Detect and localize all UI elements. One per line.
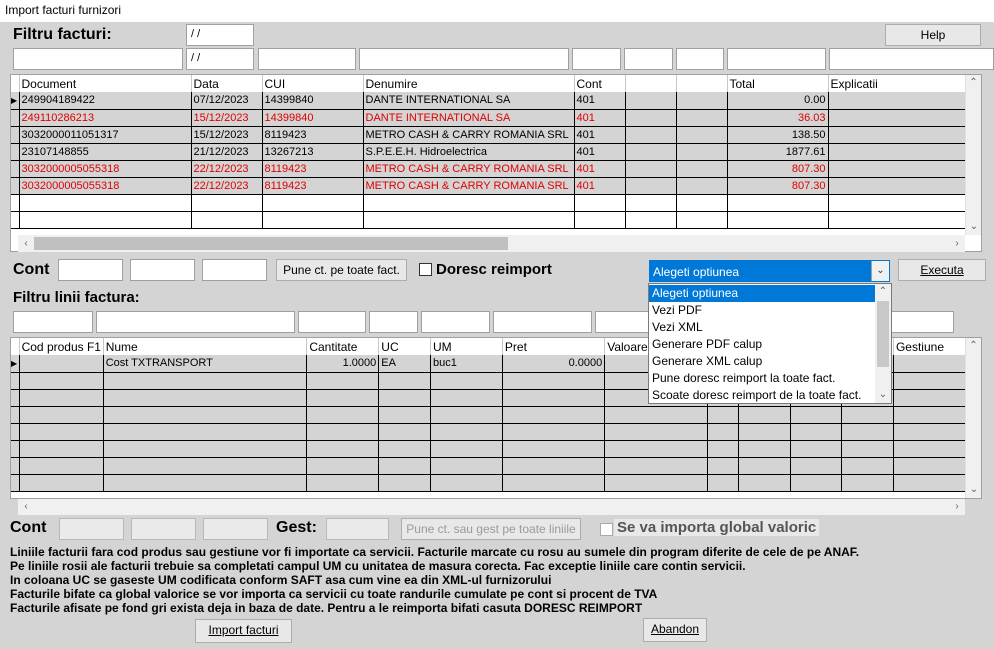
col-header[interactable]: Cod produs F1	[19, 338, 103, 355]
table-row[interactable]	[11, 211, 966, 228]
table-cell[interactable]	[103, 457, 307, 474]
row-indicator[interactable]	[11, 474, 19, 491]
table-cell[interactable]	[363, 211, 574, 228]
col-header[interactable]: Explicatii	[828, 75, 966, 92]
table-cell[interactable]	[103, 406, 307, 423]
table-cell[interactable]	[307, 440, 379, 457]
filter-cont-field[interactable]	[572, 48, 621, 70]
lines-filter-cod[interactable]	[13, 311, 93, 333]
table-cell[interactable]	[430, 372, 502, 389]
table-cell[interactable]	[363, 194, 574, 211]
set-account-lines-button[interactable]: Pune ct. sau gest pe toate liniile	[401, 518, 581, 540]
table-cell[interactable]: 14399840	[262, 109, 363, 126]
table-cell[interactable]	[19, 389, 103, 406]
scroll-down-icon[interactable]: ⌄	[969, 221, 979, 232]
execute-label: Executa	[920, 263, 964, 277]
table-cell[interactable]	[574, 194, 625, 211]
lines-filter-nume[interactable]	[96, 311, 295, 333]
row-pointer-icon[interactable]: ▶	[11, 92, 19, 109]
table-cell[interactable]	[307, 406, 379, 423]
table-row[interactable]	[11, 177, 966, 194]
table-cell[interactable]	[502, 389, 604, 406]
info-line: In coloana UC se gaseste UM codificata conform SAFT asa cum vine ea din XML-ul furnizorului	[10, 573, 552, 587]
lines-filter-cantitate[interactable]	[298, 311, 366, 333]
table-cell[interactable]: 0.0000	[502, 355, 604, 372]
scroll-right-icon[interactable]: ›	[955, 238, 959, 249]
table-cell[interactable]	[430, 474, 502, 491]
table-row[interactable]	[11, 109, 966, 126]
table-cell[interactable]	[19, 457, 103, 474]
table-cell[interactable]	[727, 194, 828, 211]
table-cell[interactable]	[676, 143, 727, 160]
table-cell[interactable]: 22/12/2023	[191, 160, 262, 177]
row-indicator[interactable]	[11, 126, 19, 143]
table-cell[interactable]: 401	[574, 92, 625, 109]
table-cell[interactable]	[502, 406, 604, 423]
table-cell[interactable]	[307, 372, 379, 389]
table-cell[interactable]: 15/12/2023	[191, 126, 262, 143]
bottom-cont-label: Cont	[10, 519, 47, 536]
table-cell[interactable]	[19, 474, 103, 491]
table-cell[interactable]	[676, 126, 727, 143]
date-to-field[interactable]: / /	[186, 48, 254, 70]
title-bar	[0, 0, 994, 22]
info-line: Facturile afisate pe fond gri exista deja in baza de date. Pentru a le reimporta bifati casuta DORESC REIMPORT	[10, 601, 643, 615]
invoices-table	[11, 75, 967, 229]
col-header[interactable]: Nume	[103, 338, 307, 355]
gest-field[interactable]	[326, 518, 389, 540]
table-cell[interactable]	[828, 143, 966, 160]
scroll-up-icon[interactable]: ⌃	[878, 286, 888, 297]
table-cell[interactable]	[191, 211, 262, 228]
table-cell[interactable]: 401	[574, 160, 625, 177]
chevron-down-icon[interactable]: ⌄	[871, 261, 889, 281]
table-cell[interactable]	[707, 474, 738, 491]
table-cell[interactable]	[574, 211, 625, 228]
table-row[interactable]	[11, 160, 966, 177]
col-header[interactable]: Data	[191, 75, 262, 92]
table-cell[interactable]: 14399840	[262, 92, 363, 109]
table-cell[interactable]	[676, 211, 727, 228]
table-cell[interactable]	[19, 355, 103, 372]
scroll-right-icon[interactable]: ›	[955, 501, 959, 512]
lines-filter-valoare[interactable]	[595, 311, 650, 333]
table-cell[interactable]	[738, 457, 790, 474]
bottom-cont-field-2[interactable]	[131, 518, 196, 540]
scroll-left-icon[interactable]: ‹	[24, 501, 28, 512]
table-cell[interactable]: DANTE INTERNATIONAL SA	[363, 109, 574, 126]
lines-hscroll[interactable]	[18, 499, 965, 515]
col-header[interactable]: Document	[19, 75, 191, 92]
table-row[interactable]	[11, 194, 966, 211]
dropdown-scroll-thumb[interactable]	[877, 301, 889, 367]
filter-total-field[interactable]	[727, 48, 826, 70]
table-row[interactable]	[11, 406, 966, 423]
invoices-hscroll[interactable]	[18, 235, 965, 252]
table-cell[interactable]: 07/12/2023	[191, 92, 262, 109]
table-row[interactable]	[11, 92, 966, 109]
hscroll-thumb[interactable]	[34, 237, 508, 250]
table-cell[interactable]	[307, 389, 379, 406]
table-row[interactable]	[11, 457, 966, 474]
table-cell[interactable]: 1.0000	[307, 355, 379, 372]
abandon-label: Abandon	[650, 622, 700, 636]
table-row[interactable]	[11, 474, 966, 491]
info-line: Facturile bifate ca global valorice se vor importa ca servicii cu toate randurile cumulate pe cont si procent de TVA	[10, 587, 658, 601]
table-cell[interactable]	[893, 372, 965, 389]
invoices-header-row	[11, 75, 966, 92]
table-cell[interactable]: 807.30	[727, 177, 828, 194]
table-cell[interactable]	[790, 474, 842, 491]
table-cell[interactable]	[707, 440, 738, 457]
table-cell[interactable]	[19, 194, 191, 211]
col-header[interactable]: Denumire	[363, 75, 574, 92]
table-cell[interactable]: 1877.61	[727, 143, 828, 160]
table-cell[interactable]	[790, 406, 842, 423]
col-header[interactable]: Total	[727, 75, 828, 92]
cont-field-3[interactable]	[202, 259, 267, 281]
table-cell[interactable]: S.P.E.E.H. Hidroelectrica	[363, 143, 574, 160]
table-cell[interactable]	[707, 406, 738, 423]
table-cell[interactable]	[828, 160, 966, 177]
table-cell[interactable]	[430, 457, 502, 474]
table-row[interactable]	[11, 440, 966, 457]
dropdown-option[interactable]: Generare XML calup	[652, 354, 763, 368]
scroll-up-icon[interactable]: ⌃	[969, 77, 978, 88]
table-cell[interactable]	[502, 372, 604, 389]
table-cell[interactable]	[103, 372, 307, 389]
table-cell[interactable]	[707, 423, 738, 440]
table-cell[interactable]	[430, 423, 502, 440]
row-indicator[interactable]	[11, 109, 19, 126]
table-cell[interactable]: 23107148855	[19, 143, 191, 160]
table-cell[interactable]: METRO CASH & CARRY ROMANIA SRL	[363, 160, 574, 177]
table-cell[interactable]	[842, 423, 894, 440]
abandon-button[interactable]	[643, 618, 707, 642]
filter-col7-field[interactable]	[676, 48, 724, 70]
reimport-checkbox[interactable]	[419, 263, 432, 276]
table-cell[interactable]	[19, 211, 191, 228]
table-cell[interactable]: 21/12/2023	[191, 143, 262, 160]
table-cell[interactable]: 249110286213	[19, 109, 191, 126]
table-cell[interactable]: 807.30	[727, 160, 828, 177]
row-indicator[interactable]	[11, 372, 19, 389]
table-cell[interactable]: 249904189422	[19, 92, 191, 109]
col-header[interactable]: Pret	[502, 338, 604, 355]
table-cell[interactable]	[707, 457, 738, 474]
table-cell[interactable]	[738, 440, 790, 457]
filter-lines-label: Filtru linii factura:	[13, 289, 140, 306]
gest-label: Gest:	[276, 519, 317, 536]
import-label: Import facturi	[208, 623, 279, 637]
row-indicator[interactable]	[11, 406, 19, 423]
lines-filter-gestiune[interactable]	[886, 311, 954, 333]
table-row[interactable]	[11, 423, 966, 440]
table-cell[interactable]	[625, 194, 676, 211]
table-cell[interactable]	[605, 457, 707, 474]
scroll-down-icon[interactable]: ⌄	[878, 389, 888, 400]
col-header[interactable]: Cont	[574, 75, 625, 92]
table-cell[interactable]	[19, 423, 103, 440]
table-cell[interactable]	[828, 177, 966, 194]
row-indicator[interactable]	[11, 143, 19, 160]
table-cell[interactable]: 3032000005055318	[19, 177, 191, 194]
lines-vscroll[interactable]	[965, 338, 981, 498]
table-row[interactable]	[11, 126, 966, 143]
table-cell[interactable]: METRO CASH & CARRY ROMANIA SRL	[363, 177, 574, 194]
table-cell[interactable]	[502, 423, 604, 440]
table-cell[interactable]	[19, 372, 103, 389]
table-cell[interactable]	[676, 92, 727, 109]
table-cell[interactable]	[605, 474, 707, 491]
dropdown-option[interactable]: Generare PDF calup	[652, 337, 763, 351]
table-cell[interactable]	[893, 423, 965, 440]
col-header[interactable]: CUI	[262, 75, 363, 92]
table-cell[interactable]	[625, 126, 676, 143]
set-account-all-button[interactable]: Pune ct. pe toate fact.	[276, 259, 407, 281]
row-indicator[interactable]	[11, 177, 19, 194]
table-cell[interactable]	[430, 389, 502, 406]
filter-explicatii-field[interactable]	[829, 48, 994, 70]
dropdown-option[interactable]: Vezi XML	[652, 320, 703, 334]
invoices-vscroll[interactable]	[965, 75, 981, 235]
dropdown-option[interactable]: Pune doresc reimport la toate fact.	[652, 371, 836, 385]
table-cell[interactable]: 401	[574, 126, 625, 143]
table-cell[interactable]	[790, 423, 842, 440]
table-cell[interactable]	[676, 194, 727, 211]
dropdown-option[interactable]: Alegeti optiunea	[649, 285, 875, 302]
window-title: Import facturi furnizori	[5, 3, 122, 17]
dropdown-option[interactable]: Vezi PDF	[652, 303, 703, 317]
table-cell[interactable]	[379, 423, 431, 440]
filter-cui-field[interactable]	[258, 48, 356, 70]
table-cell[interactable]	[893, 355, 965, 372]
table-cell[interactable]	[605, 406, 707, 423]
table-cell[interactable]	[790, 440, 842, 457]
row-indicator[interactable]	[11, 440, 19, 457]
row-indicator[interactable]	[11, 389, 19, 406]
row-indicator[interactable]	[11, 160, 19, 177]
col-header[interactable]: Cantitate	[307, 338, 379, 355]
table-cell[interactable]	[379, 406, 431, 423]
reimport-label: Doresc reimport	[436, 261, 552, 278]
bottom-cont-field-3[interactable]	[203, 518, 268, 540]
table-cell[interactable]	[893, 474, 965, 491]
table-cell[interactable]: 22/12/2023	[191, 177, 262, 194]
table-cell[interactable]	[430, 406, 502, 423]
table-cell[interactable]	[430, 440, 502, 457]
filter-invoices-label: Filtru facturi:	[13, 26, 112, 43]
table-cell[interactable]	[605, 423, 707, 440]
table-cell[interactable]	[842, 457, 894, 474]
global-checkbox[interactable]	[600, 523, 613, 536]
table-cell[interactable]	[625, 109, 676, 126]
lines-filter-uc[interactable]	[369, 311, 418, 333]
scroll-down-icon[interactable]: ⌄	[969, 484, 979, 495]
info-notes	[10, 545, 990, 615]
table-cell[interactable]	[103, 389, 307, 406]
help-button[interactable]: Help	[885, 24, 981, 46]
col-header[interactable]: Valoare	[605, 338, 707, 355]
table-cell[interactable]	[379, 457, 431, 474]
table-cell[interactable]	[625, 177, 676, 194]
table-cell[interactable]: Cost TXTRANSPORT	[103, 355, 307, 372]
table-cell[interactable]	[379, 440, 431, 457]
header-indicator	[11, 75, 19, 92]
row-pointer-icon[interactable]: ▶	[11, 355, 19, 372]
table-cell[interactable]: DANTE INTERNATIONAL SA	[363, 92, 574, 109]
table-cell[interactable]: 0.00	[727, 92, 828, 109]
table-cell[interactable]: 36.03	[727, 109, 828, 126]
table-cell[interactable]: 8119423	[262, 126, 363, 143]
table-cell[interactable]	[828, 194, 966, 211]
table-cell[interactable]: 15/12/2023	[191, 109, 262, 126]
table-cell[interactable]	[625, 143, 676, 160]
lines-filter-pret[interactable]	[493, 311, 592, 333]
row-indicator[interactable]	[11, 194, 19, 211]
table-cell[interactable]: 401	[574, 109, 625, 126]
table-cell[interactable]	[502, 474, 604, 491]
table-cell[interactable]	[19, 440, 103, 457]
header-indicator	[11, 338, 19, 355]
table-cell[interactable]	[828, 211, 966, 228]
table-cell[interactable]	[676, 160, 727, 177]
invoices-grid	[10, 74, 982, 252]
scroll-left-icon[interactable]: ‹	[24, 238, 28, 249]
table-cell[interactable]	[103, 440, 307, 457]
table-cell[interactable]	[307, 423, 379, 440]
date-from-field[interactable]: / /	[186, 24, 254, 46]
row-indicator[interactable]	[11, 423, 19, 440]
table-cell[interactable]: 401	[574, 143, 625, 160]
table-cell[interactable]	[307, 474, 379, 491]
table-cell[interactable]	[625, 211, 676, 228]
table-cell[interactable]	[379, 474, 431, 491]
table-cell[interactable]	[828, 109, 966, 126]
table-cell[interactable]	[502, 457, 604, 474]
table-cell[interactable]: 8119423	[262, 177, 363, 194]
info-line: Pe liniile rosii ale facturii trebuie sa completati campul UM cu unitatea de masura corecta. Fac exceptie liniile care contin servicii.	[10, 559, 746, 573]
table-cell[interactable]: METRO CASH & CARRY ROMANIA SRL	[363, 126, 574, 143]
table-cell[interactable]	[893, 457, 965, 474]
table-cell[interactable]	[103, 474, 307, 491]
row-indicator[interactable]	[11, 457, 19, 474]
table-cell[interactable]	[893, 440, 965, 457]
table-cell[interactable]	[727, 211, 828, 228]
table-cell[interactable]	[676, 177, 727, 194]
table-cell[interactable]	[502, 440, 604, 457]
col-header[interactable]: Gestiune	[893, 338, 965, 355]
global-label: Se va importa global valoric	[614, 519, 819, 536]
filter-name-field[interactable]	[359, 48, 569, 70]
execute-button[interactable]	[898, 259, 986, 281]
table-cell[interactable]	[828, 126, 966, 143]
table-cell[interactable]	[262, 211, 363, 228]
cont-label: Cont	[13, 261, 50, 278]
table-cell[interactable]	[842, 474, 894, 491]
table-cell[interactable]	[625, 92, 676, 109]
dropdown-option[interactable]: Scoate doresc reimport de la toate fact.	[652, 388, 862, 402]
cont-field-1[interactable]	[58, 259, 123, 281]
col-header[interactable]	[676, 75, 727, 92]
table-cell[interactable]: 13267213	[262, 143, 363, 160]
table-cell[interactable]: 8119423	[262, 160, 363, 177]
table-cell[interactable]	[893, 406, 965, 423]
table-cell[interactable]	[738, 406, 790, 423]
dropdown-vscroll[interactable]	[875, 284, 891, 403]
scroll-up-icon[interactable]: ⌃	[969, 340, 978, 351]
table-cell[interactable]	[842, 406, 894, 423]
table-cell[interactable]: buc1	[430, 355, 502, 372]
table-cell[interactable]	[790, 457, 842, 474]
options-dropdown-list	[648, 283, 892, 404]
col-header[interactable]: UM	[430, 338, 502, 355]
options-select[interactable]	[649, 260, 890, 282]
table-cell[interactable]: 3032000011051317	[19, 126, 191, 143]
table-cell[interactable]	[379, 389, 431, 406]
options-selected-value: Alegeti optiunea	[653, 265, 740, 279]
table-cell[interactable]	[738, 423, 790, 440]
table-row[interactable]	[11, 143, 966, 160]
table-cell[interactable]	[842, 440, 894, 457]
lines-filter-um[interactable]	[421, 311, 490, 333]
info-line: Liniile facturii fara cod produs sau gestiune vor fi importate ca servicii. Facturile marcate cu rosu au sumele din program diferite de cele de pe ANAF.	[10, 545, 860, 559]
row-indicator[interactable]	[11, 211, 19, 228]
table-cell[interactable]	[19, 406, 103, 423]
import-button[interactable]	[195, 619, 292, 643]
table-cell[interactable]	[262, 194, 363, 211]
table-cell[interactable]	[893, 389, 965, 406]
table-cell[interactable]	[625, 160, 676, 177]
table-cell[interactable]	[738, 474, 790, 491]
table-cell[interactable]: 3032000005055318	[19, 160, 191, 177]
table-cell[interactable]	[379, 372, 431, 389]
table-cell[interactable]	[103, 423, 307, 440]
filter-col6-field[interactable]	[624, 48, 673, 70]
table-cell[interactable]: 138.50	[727, 126, 828, 143]
table-cell[interactable]	[307, 457, 379, 474]
table-cell[interactable]	[828, 92, 966, 109]
col-header[interactable]: UC	[379, 338, 431, 355]
filter-document-field[interactable]	[13, 48, 183, 70]
table-cell[interactable]	[676, 109, 727, 126]
table-cell[interactable]	[605, 440, 707, 457]
bottom-cont-field-1[interactable]	[59, 518, 124, 540]
cont-field-2[interactable]	[130, 259, 195, 281]
table-cell[interactable]: EA	[379, 355, 431, 372]
table-cell[interactable]: 401	[574, 177, 625, 194]
col-header[interactable]	[625, 75, 676, 92]
table-cell[interactable]	[191, 194, 262, 211]
